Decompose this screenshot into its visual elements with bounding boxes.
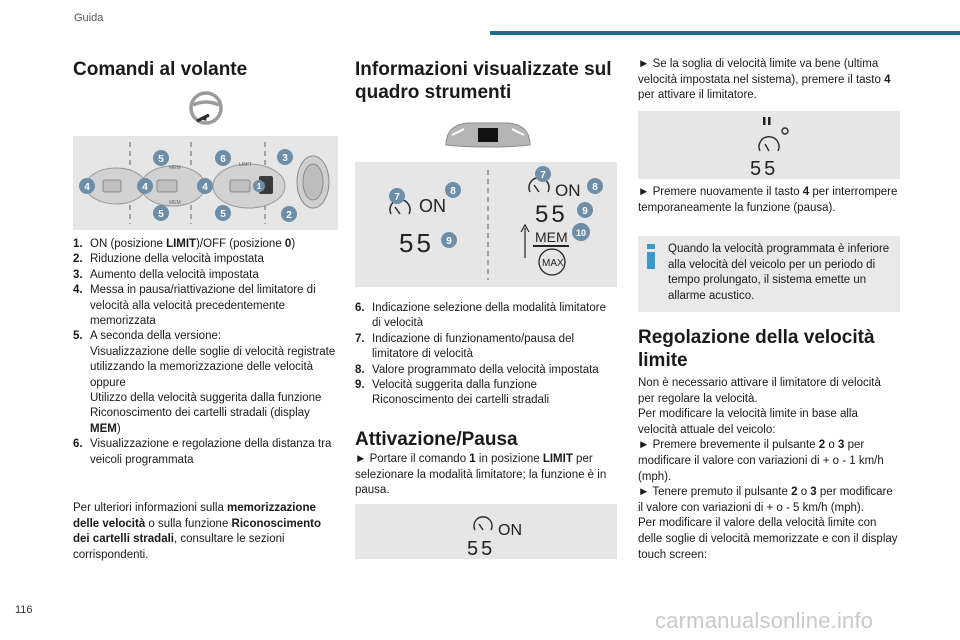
activate-limiter-paragraph: ► Se la soglia di velocità limite va bene (ultima velocità impostata nel sistema), premere il tasto 4 per attivare il limitatore. [638, 58, 891, 102]
limiter-active-display [638, 111, 900, 179]
list-item: 6. Visualizzazione e regolazione della distanza tra veicoli programmata [73, 438, 332, 466]
list-item: 5. A seconda della versione: Visualizzazione delle soglie di velocità registrate utilizzando la memorizzazione delle velocità oppure Utilizzo della velocità suggerita dalla funzione Riconoscimento dei cartelli stradali (display MEM) [73, 330, 336, 435]
svg-text:55: 55 [399, 228, 434, 258]
section-title-limit-adjustment: Regolazione della velocità limite [638, 327, 875, 371]
svg-text:4: 4 [142, 182, 148, 193]
svg-text:6: 6 [220, 154, 226, 165]
instrument-cluster-icon [442, 117, 534, 151]
svg-text:7: 7 [394, 192, 400, 203]
svg-text:ON: ON [419, 196, 446, 216]
svg-text:55: 55 [535, 201, 568, 228]
watermark: carmanualsonline.info [655, 608, 874, 633]
svg-text:8: 8 [450, 186, 456, 197]
list-item: 8. Valore programmato della velocità impostata [355, 363, 599, 376]
section-label: Guida [74, 12, 104, 24]
list-item: 6. Indicazione selezione della modalità limitatore di velocità [355, 302, 606, 330]
display-info-list [355, 301, 617, 409]
cluster-display-illustration [355, 162, 617, 287]
svg-text:ON: ON [555, 181, 581, 200]
steering-controls-list [73, 237, 338, 468]
limit-adjustment-paragraph: Non è necessario attivare il limitatore di velocità per regolare la velocità. Per modificare la velocità limite in base alla velocità attuale del veicolo: ► Premere brevemente il pulsante 2 o 3 per modificare il valore con variazioni di + o - 1 km/h (mph). ► Tenere premuto il pulsante 2 o 3 per modificare il valore con variazioni di + o - 5 km/h (mph). Per modificare il valore della velocità limite con delle soglie di velocità memorizzate e con il display touch screen: [638, 377, 898, 561]
svg-text:8: 8 [592, 182, 598, 193]
list-item: 4. Messa in pausa/riattivazione del limitatore di velocità alla velocità precedentemente memorizzata [73, 284, 316, 328]
page-number: 116 [15, 604, 33, 616]
steering-wheel-icon [185, 91, 227, 129]
list-item: 1. ON (posizione LIMIT)/OFF (posizione 0) [73, 238, 296, 250]
section-title-displayed-info: Informazioni visualizzate sul quadro strumenti [355, 59, 612, 103]
info-note-text: Quando la velocità programmata è inferiore alla velocità del veicolo per un periodo di tempo prolungato, il sistema emette un allarme acustico. [668, 243, 890, 302]
svg-text:LIMIT: LIMIT [239, 162, 252, 168]
stalk-controls-illustration [73, 136, 338, 230]
svg-text:MEM: MEM [169, 200, 181, 206]
list-item: 2. Riduzione della velocità impostata [73, 253, 264, 266]
list-item: 9. Velocità suggerita dalla funzione Riconoscimento dei cartelli stradali [355, 379, 550, 407]
svg-text:55: 55 [467, 538, 496, 559]
svg-text:MEM: MEM [169, 165, 181, 171]
svg-text:1: 1 [256, 182, 262, 191]
svg-text:ON: ON [498, 522, 522, 539]
limiter-paused-display [355, 504, 617, 559]
subsection-title-activation: Attivazione/Pausa [355, 429, 518, 450]
svg-text:5: 5 [158, 209, 164, 220]
info-note [638, 236, 900, 312]
section-title-steering-controls: Comandi al volante [73, 59, 248, 80]
activation-paragraph: ► Portare il comando 1 in posizione LIMIT per selezionare la modalità limitatore; la funzione è in pausa. [355, 453, 607, 497]
svg-text:10: 10 [575, 228, 587, 238]
svg-text:5: 5 [158, 154, 164, 165]
further-info-paragraph: Per ulteriori informazioni sulla memorizzazione delle velocità o sulla funzione Riconoscimento dei cartelli stradali, consultare le sezioni corrispondenti. [73, 502, 322, 561]
svg-text:3: 3 [282, 153, 288, 164]
list-item: 7. Indicazione di funzionamento/pausa del limitatore di velocità [355, 332, 575, 361]
svg-text:4: 4 [84, 182, 90, 193]
pause-paragraph: ► Premere nuovamente il tasto 4 per interrompere temporaneamente la funzione (pausa). [638, 186, 898, 214]
svg-text:MEM: MEM [535, 229, 568, 245]
svg-text:9: 9 [446, 236, 452, 247]
svg-text:9: 9 [582, 206, 588, 217]
list-item: 3. Aumento della velocità impostata [73, 268, 259, 281]
svg-text:5: 5 [220, 209, 226, 220]
header-accent-bar [490, 31, 960, 35]
info-icon [647, 244, 655, 270]
svg-text:MAX: MAX [542, 258, 564, 269]
svg-text:55: 55 [750, 158, 779, 179]
svg-text:2: 2 [286, 210, 292, 221]
svg-text:7: 7 [540, 170, 546, 181]
svg-text:4: 4 [202, 182, 208, 193]
